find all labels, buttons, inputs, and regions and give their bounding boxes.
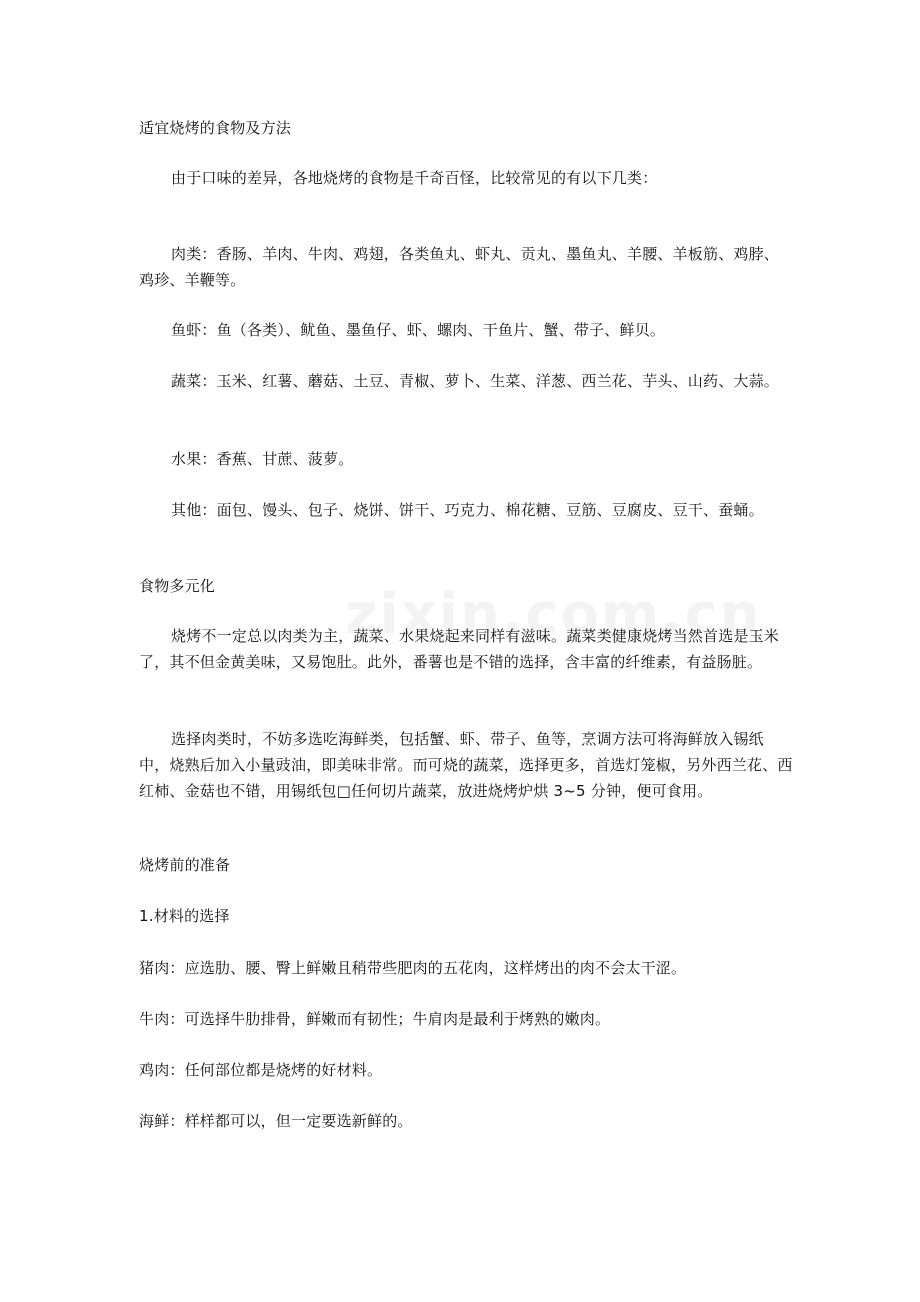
meat-choice-paragraph: 选择肉类时，不妨多选吃海鲜类，包括蟹、虾、带子、鱼等，烹调方法可将海鲜放入锡纸中，烧熟后加入小量豉油，即美味非常。而可烧的蔬菜，选择更多，首选灯笼椒，另外西兰花、西红柿、金菇也不错，用锡纸包□任何切片蔬菜，放进烧烤炉烘 3~5 分钟，便可食用。 (139, 730, 793, 800)
intro-paragraph: 由于口味的差异，各地烧烤的食物是千奇百怪，比较常见的有以下几类： (171, 169, 658, 187)
section-title: 烧烤前的准备 (139, 856, 231, 874)
seafood-choice-paragraph: 海鲜：样样都可以，但一定要选新鲜的。 (139, 1112, 413, 1130)
chicken-paragraph: 鸡肉：任何部位都是烧烤的好材料。 (139, 1061, 383, 1079)
seafood-paragraph: 鱼虾：鱼（各类）、鱿鱼、墨鱼仔、虾、螺肉、干鱼片、蟹、带子、鲜贝。 (171, 321, 666, 339)
meat-paragraph: 肉类：香肠、羊肉、牛肉、鸡翅，各类鱼丸、虾丸、贡丸、墨鱼丸、羊腰、羊板筋、鸡脖、鸡珍、羊鞭等。 (139, 245, 780, 289)
pork-paragraph: 猪肉：应选肋、腰、臀上鲜嫩且稍带些肥肉的五花肉，这样烤出的肉不会太干涩。 (139, 959, 687, 977)
section-title: 食物多元化 (139, 577, 216, 595)
diversity-paragraph: 烧烤不一定总以肉类为主，蔬菜、水果烧起来同样有滋味。蔬菜类健康烧烤当然首选是玉米了，其不但金黄美味，又易饱肚。此外，番薯也是不错的选择，含丰富的纤维素，有益肠脏。 (139, 627, 780, 671)
beef-paragraph: 牛肉：可选择牛肋排骨，鲜嫩而有韧性；牛肩肉是最利于烤熟的嫩肉。 (139, 1010, 611, 1028)
subsection-title: 1.材料的选择 (139, 907, 230, 925)
fruit-paragraph: 水果：香蕉、甘蔗、菠萝。 (171, 450, 354, 468)
other-paragraph: 其他：面包、馒头、包子、烧饼、饼干、巧克力、棉花糖、豆筋、豆腐皮、豆干、蚕蛹。 (171, 501, 764, 519)
section-title: 适宜烧烤的食物及方法 (139, 119, 292, 137)
vegetables-paragraph: 蔬菜：玉米、红薯、蘑菇、土豆、青椒、萝卜、生菜、洋葱、西兰花、芋头、山药、大蒜。 (171, 372, 780, 390)
